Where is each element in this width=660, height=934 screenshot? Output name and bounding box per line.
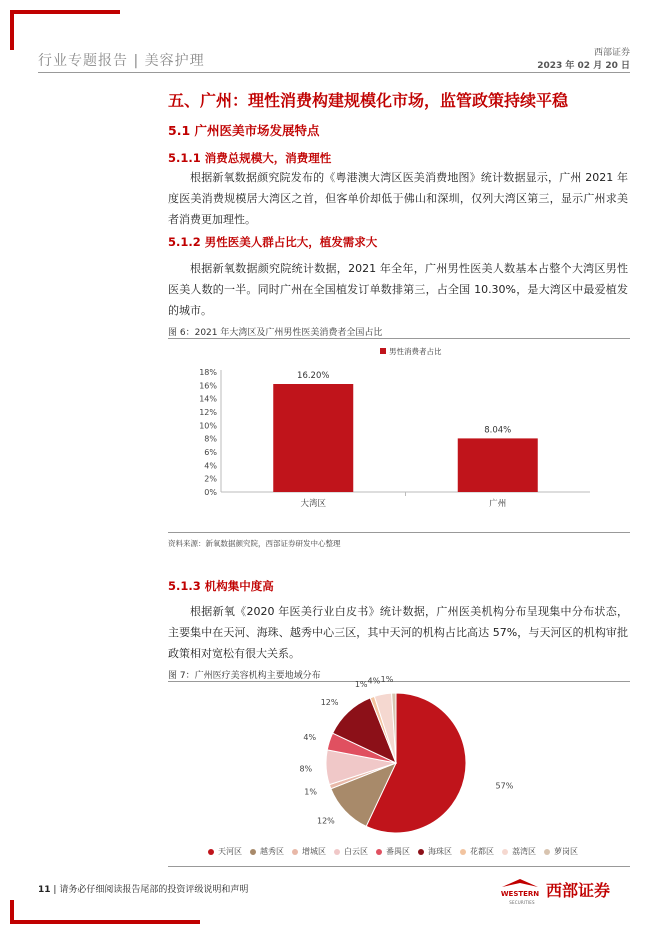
slice-label: 8% bbox=[299, 764, 313, 774]
figure-divider bbox=[168, 532, 630, 533]
x-tick-label: 大湾区 bbox=[300, 499, 327, 509]
legend-label: 越秀区 bbox=[260, 847, 284, 856]
y-tick-label: 18% bbox=[199, 368, 217, 377]
slice-label: 4% bbox=[367, 676, 381, 686]
data-label: 16.20% bbox=[297, 371, 330, 381]
legend-swatch bbox=[250, 849, 256, 855]
corner-decoration bbox=[10, 900, 14, 924]
y-tick-label: 6% bbox=[204, 448, 217, 457]
legend-item bbox=[292, 846, 326, 857]
legend-swatch bbox=[380, 348, 386, 354]
bar-chart bbox=[168, 340, 630, 532]
legend-swatch bbox=[460, 849, 466, 855]
legend-swatch bbox=[544, 849, 550, 855]
page-number: 11 bbox=[38, 885, 51, 895]
legend-swatch bbox=[418, 849, 424, 855]
figure-divider bbox=[168, 681, 630, 682]
report-date: 2023 年 02 月 20 日 bbox=[537, 61, 630, 71]
data-label: 8.04% bbox=[484, 425, 512, 436]
paragraph: 根据新氧数据颜究院统计数据，2021 年全年，广州男性医美人数基本占整个大湾区男性医美人数的一半。同时广州在全国植发订单数排第三，占全国 10.30%，是大湾区中最爱植发的城市。 bbox=[168, 262, 628, 317]
logo-sub: SECURITIES bbox=[509, 900, 535, 905]
legend-swatch bbox=[502, 849, 508, 855]
slice-label: 1% bbox=[380, 675, 394, 685]
y-tick-label: 2% bbox=[204, 474, 217, 484]
legend-item bbox=[418, 846, 452, 857]
slice-label: 12% bbox=[316, 816, 335, 826]
legend-item bbox=[376, 846, 410, 857]
figure-divider bbox=[168, 338, 630, 339]
legend-swatch bbox=[376, 849, 382, 855]
footer-brand: 西部证券 bbox=[546, 881, 611, 900]
slice-label: 1% bbox=[304, 787, 317, 797]
y-tick-label: 4% bbox=[204, 461, 217, 471]
legend-label: 天河区 bbox=[218, 847, 242, 856]
legend-label: 荔湾区 bbox=[512, 847, 536, 856]
legend-item bbox=[208, 846, 242, 857]
x-tick-label: 广州 bbox=[489, 499, 507, 509]
subsection-title: 5.1 广州医美市场发展特点 bbox=[168, 123, 320, 138]
figure-divider bbox=[168, 866, 630, 867]
legend-item bbox=[460, 846, 494, 857]
legend-item bbox=[334, 846, 368, 857]
slice-label: 12% bbox=[320, 697, 339, 707]
legend-label: 海珠区 bbox=[428, 847, 452, 856]
western-logo-icon bbox=[498, 877, 542, 899]
logo-word: WESTERN bbox=[500, 890, 540, 898]
paragraph: 根据新氧《2020 年医美行业白皮书》统计数据，广州医美机构分布呈现集中分布状态，主要集中在天河、海珠、越秀中心三区，其中天河的机构占比高达 57%，与天河区的机构审批政策相对宽松有很大关系。 bbox=[168, 605, 628, 660]
legend-label: 增城区 bbox=[302, 847, 326, 856]
divider-bar: | bbox=[53, 885, 60, 895]
figure-title: 图 6：2021 年大湾区及广州男性医美消费者全国占比 bbox=[168, 328, 383, 338]
legend-item bbox=[544, 846, 578, 857]
legend-label: 番禺区 bbox=[386, 847, 410, 856]
item-heading: 5.1.1 消费总规模大，消费理性 bbox=[168, 151, 332, 165]
y-tick-label: 8% bbox=[204, 434, 217, 444]
y-tick-label: 12% bbox=[199, 408, 217, 417]
y-tick-label: 0% bbox=[204, 488, 217, 497]
slice-label: 1% bbox=[354, 679, 368, 689]
notice-text: 请务必仔细阅读报告尾部的投资评级说明和声明 bbox=[59, 885, 249, 895]
legend-item bbox=[502, 846, 536, 857]
corner-decoration bbox=[10, 10, 14, 50]
figure-source: 资料来源：新氧数据颜究院，西部证券研发中心整理 bbox=[168, 539, 341, 548]
bar bbox=[458, 438, 538, 492]
item-heading: 5.1.2 男性医美人群占比大，植发需求大 bbox=[168, 235, 378, 249]
report-type: 行业专题报告 | 美容护理 bbox=[38, 53, 205, 69]
legend-swatch bbox=[334, 849, 340, 855]
legend-item bbox=[250, 846, 284, 857]
pie-legend bbox=[208, 846, 586, 857]
legend-label: 男性消费者占比 bbox=[389, 347, 442, 356]
corner-decoration bbox=[10, 10, 120, 14]
slice-label: 4% bbox=[303, 733, 317, 743]
section-title: 五、广州：理性消费构建规模化市场，监管政策持续平稳 bbox=[168, 91, 569, 110]
figure-title: 图 7：广州医疗美容机构主要地域分布 bbox=[168, 671, 321, 681]
footer-notice bbox=[38, 882, 248, 895]
corner-decoration bbox=[10, 920, 200, 924]
paragraph: 根据新氧数据颜究院发布的《粤港澳大湾区医美消费地图》统计数据显示，广州 2021 年度医美消费规模居大湾区之首，但客单价却低于佛山和深圳，仅列大湾区第三，显示广州求美者消费更加理性。 bbox=[168, 171, 628, 226]
bar bbox=[273, 384, 353, 492]
y-tick-label: 10% bbox=[199, 421, 217, 431]
legend-label: 萝岗区 bbox=[554, 847, 578, 856]
slice-label: 57% bbox=[495, 781, 514, 791]
legend-label: 白云区 bbox=[344, 847, 368, 856]
header-divider bbox=[38, 72, 630, 73]
header-brand: 西部证券 bbox=[593, 48, 630, 58]
legend-swatch bbox=[208, 849, 214, 855]
legend-swatch bbox=[292, 849, 298, 855]
y-tick-label: 16% bbox=[199, 381, 217, 391]
item-heading: 5.1.3 机构集中度高 bbox=[168, 579, 274, 593]
y-tick-label: 14% bbox=[199, 394, 217, 404]
legend-label: 花都区 bbox=[470, 847, 494, 856]
